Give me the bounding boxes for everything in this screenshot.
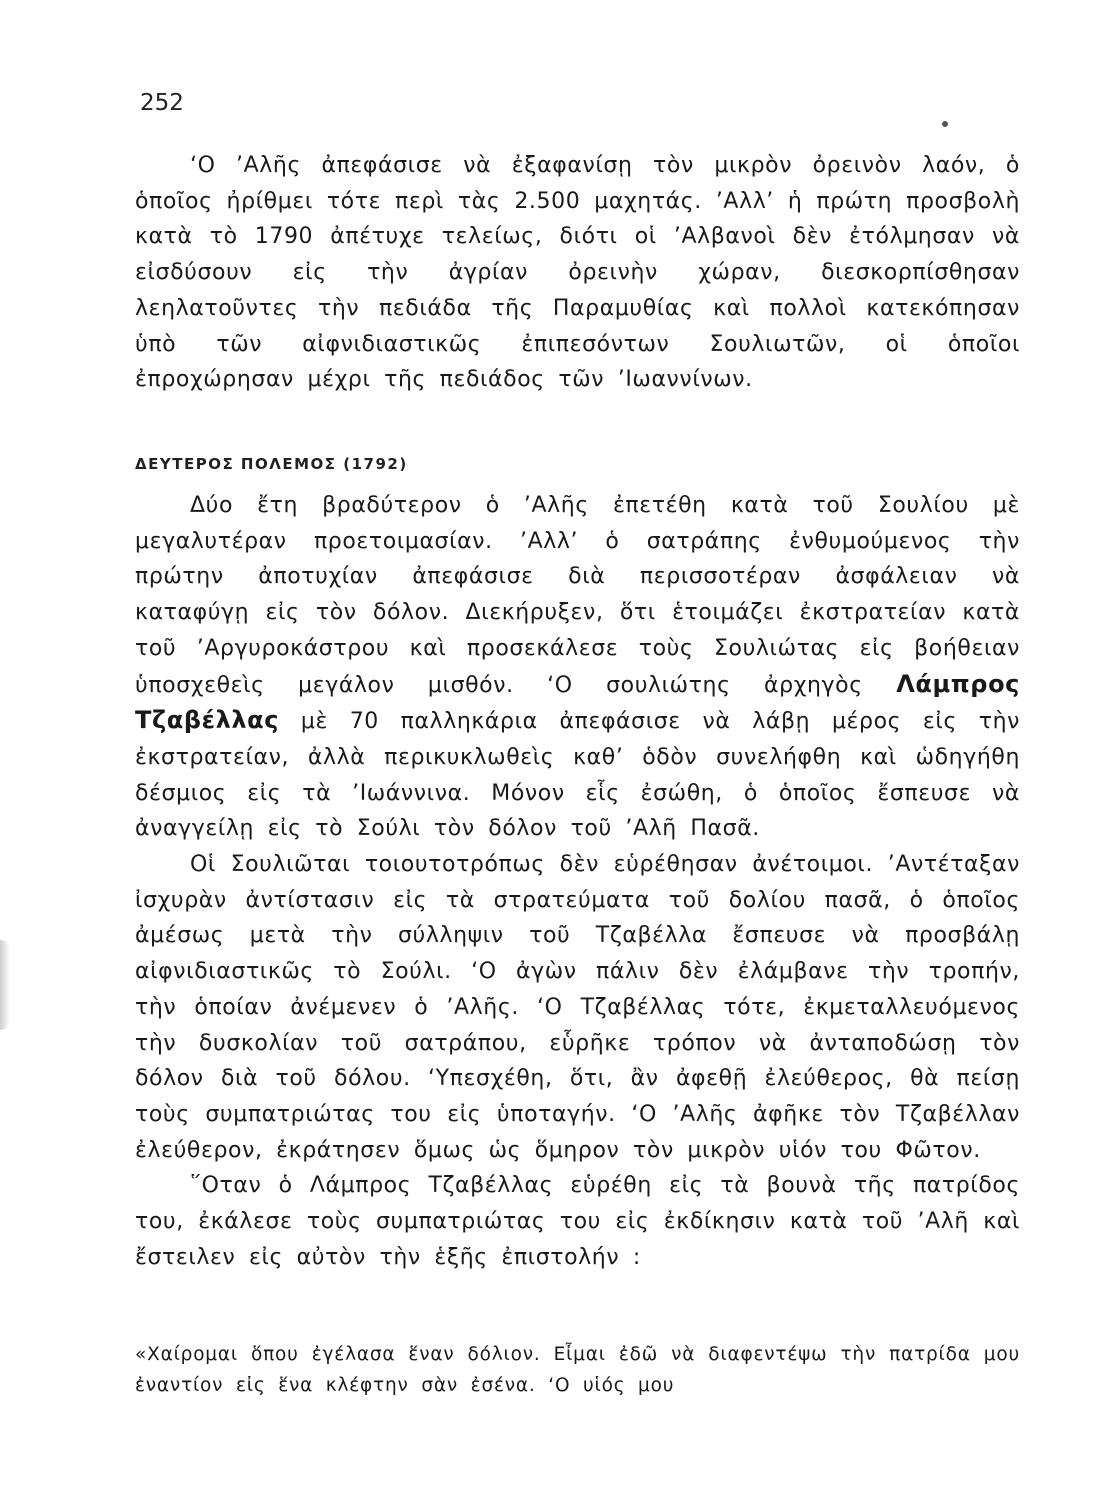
page-edge-shadow	[0, 940, 10, 1030]
paragraph-2-end: μὲ 70 παλληκάρια ἀπεφάσισε νὰ λάβῃ μέρος εἰς τὴν ἐκστρατείαν, ἀλλὰ περικυκλωθεὶς καθ’ ὁδὸν συνελήφθη καὶ ὡδηγήθη δέσμιος εἰς τὰ ’Ιωάννινα. Μόνον εἷς ἐσώθη, ὁ ὁποῖος ἔσπευσε νὰ ἀναγγείλῃ εἰς τὸ Σούλι τὸν δόλον τοῦ ’Αλῆ Πασᾶ.	[135, 709, 1021, 842]
paragraph-2-start: Δύο ἔτη βραδύτερον ὁ ’Αλῆς ἐπετέθη κατὰ τοῦ Σουλίου μὲ μεγαλυτέραν προετοιμασίαν. ’Αλλ’ ὁ σατράπης ἐνθυμούμενος τὴν πρώτην ἀποτυχίαν ἀπεφάσισε διὰ περισσοτέραν ἀσφάλειαν νὰ καταφύγῃ εἰς τὸν δόλον. Διεκήρυξεν, ὅτι ἑτοιμάζει ἐκστρατείαν κατὰ τοῦ ’Αργυροκάστρου καὶ προσεκάλεσε τοὺς Σουλιώτας εἰς βοήθειαν ὑποσχεθεὶς μεγάλον μισθόν. ‘Ο σουλιώτης ἀρχηγὸς	[135, 493, 1020, 698]
section-heading: ΔΕΥΤΕΡΟΣ ΠΟΛΕΜΟΣ (1792)	[135, 455, 408, 473]
paragraph-2	[135, 488, 1020, 847]
letter-quote	[135, 1339, 1020, 1401]
paragraph-4: ῞Οταν ὁ Λάμπρος Τζαβέλλας εὑρέθη εἰς τὰ βουνὰ τῆς πατρίδος του, ἐκάλεσε τοὺς συμπατριώτας του εἰς ἐκδίκησιν κατὰ τοῦ ’Αλῆ καὶ ἔστειλεν εἰς αὐτὸν τὴν ἑξῆς ἐπιστολήν :	[135, 1173, 1020, 1270]
leader-name: Λάμπρος Τζαβέλλας	[135, 669, 1020, 735]
letter-quote-text: «Χαίρομαι ὅπου ἐγέλασα ἕναν δόλιον. Εἶμαι ἐδῶ νὰ διαφεντέψω τὴν πατρίδα μου ἐναντίον εἰς ἕνα κλέφτην σὰν ἐσένα. ‘Ο υἱός μου	[135, 1344, 1020, 1396]
section-body	[135, 488, 1020, 1275]
paragraph-3: Οἱ Σουλιῶται τοιουτοτρόπως δὲν εὑρέθησαν ἀνέτοιμοι. ’Αντέταξαν ἰσχυρὰν ἀντίστασιν εἰς τὰ στρατεύματα τοῦ δολίου πασᾶ, ὁ ὁποῖος ἀμέσως μετὰ τὴν σύλληψιν τοῦ Τζαβέλλα ἔσπευσε νὰ προσβάλῃ αἰφνιδιαστικῶς τὸ Σούλι. ‘Ο ἀγὼν πάλιν δὲν ἐλάμβανε τὴν τροπήν, τὴν ὁποίαν ἀνέμενεν ὁ ’Αλῆς. ‘Ο Τζαβέλλας τότε, ἐκμεταλλευόμενος τὴν δυσκολίαν τοῦ σατράπου, εὗρῆκε τρόπον νὰ ἀνταποδώσῃ τὸν δόλον διὰ τοῦ δόλου. ‘Υπεσχέθη, ὅτι, ἂν ἀφεθῇ ἐλεύθερος, θὰ πείσῃ τοὺς συμπατριώτας του εἰς ὑποταγήν. ‘Ο ’Αλῆς ἀφῆκε τὸν Τζαβέλλαν ἐλεύθερον, ἐκράτησεν ὅμως ὡς ὅμηρον τὸν μικρὸν υἱόν του Φῶτον.	[135, 852, 1020, 1163]
speck	[942, 121, 948, 127]
paragraph-1-text: ‘Ο ’Αλῆς ἀπεφάσισε νὰ ἐξαφανίσῃ τὸν μικρὸν ὀρεινὸν λαόν, ὁ ὁποῖος ἠρίθμει τότε περὶ τὰς 2.500 μαχητάς. ’Αλλ’ ἡ πρώτη προσβολὴ κατὰ τὸ 1790 ἀπέτυχε τελείως, διότι οἱ ’Αλβανοὶ δὲν ἐτόλμησαν νὰ εἰσδύσουν εἰς τὴν ἀγρίαν ὀρεινὴν χώραν, διεσκορπίσθησαν λεηλατοῦντες τὴν πεδιάδα τῆς Παραμυθίας καὶ πολλοὶ κατεκόπησαν ὑπὸ τῶν αἰφνιδιαστικῶς ἐπιπεσόντων Σουλιωτῶν, οἱ ὁποῖοι ἐπροχώρησαν μέχρι τῆς πεδιάδος τῶν ’Ιωαννίνων.	[135, 153, 1020, 393]
paragraph-1	[135, 148, 1020, 398]
page-number: 252	[140, 90, 184, 116]
